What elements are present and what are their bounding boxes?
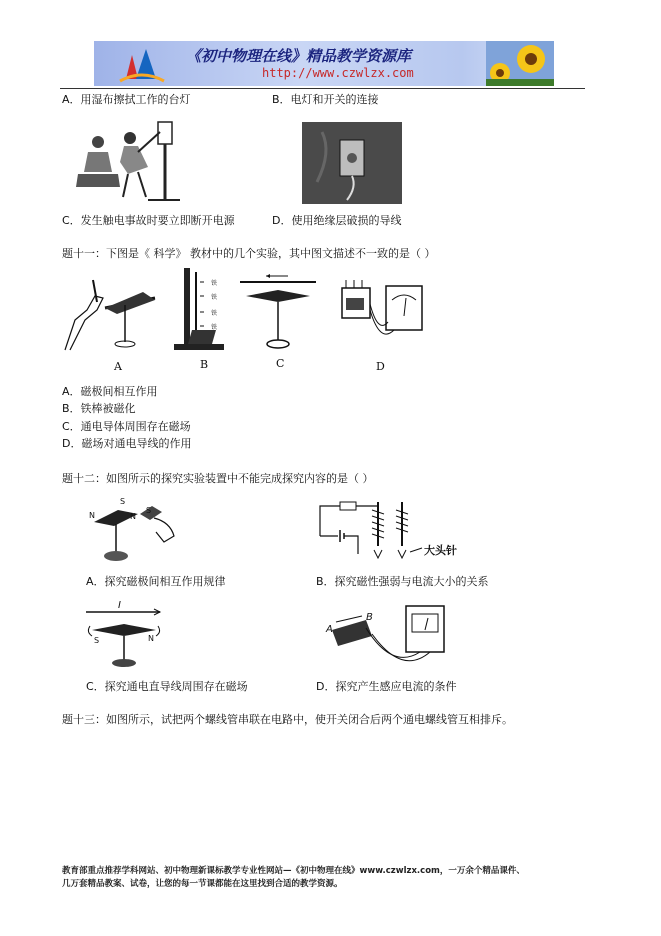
q12-option-b: B．探究磁性强弱与电流大小的关系: [316, 575, 489, 588]
q11-b-tick-4: 铁: [211, 324, 218, 331]
option-d-text: D．使用绝缘层破损的导线: [272, 214, 402, 227]
q12-figure-d: [322, 600, 452, 670]
q12-option-a: A．探究磁极间相互作用规律: [86, 575, 226, 588]
q11-label-b: B: [200, 358, 209, 371]
q12-d-letter-a: A: [326, 624, 333, 635]
q11-stem: 题十一：下图是《 科学》 教材中的几个实验，其中图文描述不一致的是（ ）: [62, 247, 436, 260]
q11-option-d: D．磁场对通电导线的作用: [62, 437, 192, 450]
option-b-text: B．电灯和开关的连接: [272, 93, 379, 106]
q11-b-tick-1: 铁: [211, 280, 218, 287]
q11-label-c: C: [276, 357, 285, 370]
q12-a-letter-s2: S: [146, 506, 152, 515]
q12-c-letter-n: N: [148, 634, 154, 643]
q12-d-letter-b: B: [366, 612, 373, 623]
q12-a-letter-n2: N: [130, 512, 136, 521]
q11-option-c: C．通电导体周围存在磁场: [62, 420, 191, 433]
q11-b-tick-2: 铁: [211, 294, 218, 301]
option-a-text: A．用湿布擦拭工作的台灯: [62, 93, 191, 106]
sunflower-image: [486, 41, 554, 86]
q11-figure-c: [238, 274, 318, 354]
q11-figure-d: [338, 274, 428, 354]
q12-a-letter-s1: S: [120, 497, 126, 506]
footer-line-2: 几万套精品教案、试卷，让您的每一节课都能在这里找到合适的教学资源。: [62, 879, 343, 889]
q11-b-tick-3: 铁: [211, 310, 218, 317]
q13-stem: 题十三：如图所示，试把两个螺线管串联在电路中，使开关闭合后两个通电螺线管互相排斥。: [62, 713, 513, 726]
rescue-scene-figure: [68, 112, 183, 202]
q11-figure-b: [170, 268, 230, 353]
q11-label-a: A: [114, 360, 122, 373]
option-c-text: C．发生触电事故时要立即断开电源: [62, 214, 235, 227]
q11-option-b: B．铁棒被磁化: [62, 402, 136, 415]
q12-option-c: C．探究通电直导线周围存在磁场: [86, 680, 248, 693]
footer-line-1: 教育部重点推荐学科网站、初中物理新课标教学专业性网站—《初中物理在线》www.czwlzx.com，一万余个精品课件、: [62, 866, 525, 876]
q12-stem: 题十二：如图所示的探究实验装置中不能完成探究内容的是（ ）: [62, 472, 374, 485]
q12-option-d: D．探究产生感应电流的条件: [316, 680, 457, 693]
q12-c-current-label: I: [118, 600, 121, 611]
header-banner: [94, 41, 554, 86]
q12-b-pin-label: 大头针: [424, 544, 457, 557]
banner-url[interactable]: http://www.czwlzx.com: [262, 66, 414, 80]
q11-option-a: A．磁极间相互作用: [62, 385, 158, 398]
banner-title: 《初中物理在线》精品教学资源库: [186, 47, 412, 65]
site-logo: [112, 41, 172, 86]
q12-figure-a: [84, 496, 184, 566]
q11-label-d: D: [376, 360, 385, 373]
q12-a-letter-n1: N: [89, 511, 95, 520]
q11-figure-a: [65, 270, 155, 355]
q12-c-letter-s: S: [94, 636, 100, 645]
header-rule: [60, 88, 585, 89]
damaged-wire-photo: [302, 122, 402, 204]
